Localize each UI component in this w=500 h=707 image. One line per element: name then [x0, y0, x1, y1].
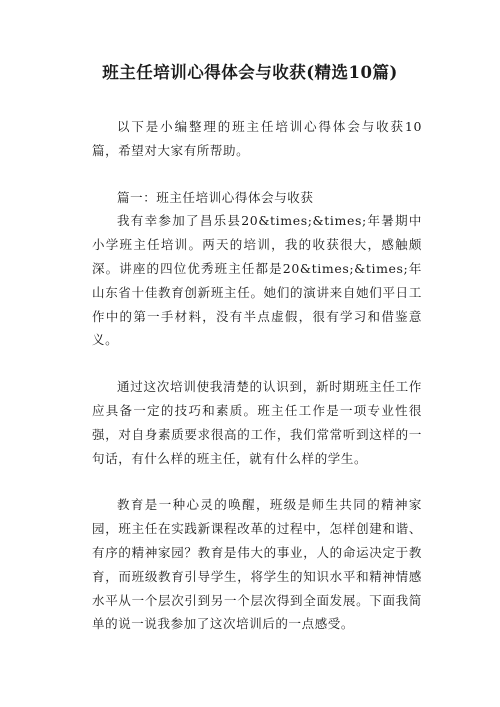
body-paragraph-3: 教育是一种心灵的唤醒，班级是师生共同的精神家园，班主任在实践新课程改革的过程中，怎样创建和谐、有序的精神家园？教育是伟大的事业，人的命运决定于教育，而班级教育引导学生，将学生的知识水平和精神情感水平从一个层次引到另一个层次得到全面发展。下面我简单的说一说我参加了这次培训后的一点感受。 [92, 497, 422, 632]
body-paragraph-2: 通过这次培训使我清楚的认识到，新时期班主任工作应具备一定的技巧和素质。班主任工作是一项专业性很强，对自身素质要求很高的工作，我们常常听到这样的一句话，有什么样的班主任，就有什么样的学生。 [92, 379, 422, 466]
spacer [92, 352, 422, 375]
body-paragraph-1: 我有幸参加了昌乐县20&times;&times;年暑期中小学班主任培训。两天的培训，我的收获很大，感触颇深。讲座的四位优秀班主任都是20&times;&times;年山东省十佳教育创新班主任。她们的演讲来自她们平日工作中的第一手材料，没有半点虚假，很有学习和借鉴意义。 [92, 213, 422, 348]
document-body [92, 115, 422, 636]
spacer [92, 163, 422, 186]
document-title: 班主任培训心得体会与收获(精选10篇) [102, 63, 398, 82]
intro-paragraph: 以下是小编整理的班主任培训心得体会与收获10篇，希望对大家有所帮助。 [92, 119, 422, 158]
section-heading: 篇一：班主任培训心得体会与收获 [117, 189, 314, 205]
spacer [92, 470, 422, 493]
